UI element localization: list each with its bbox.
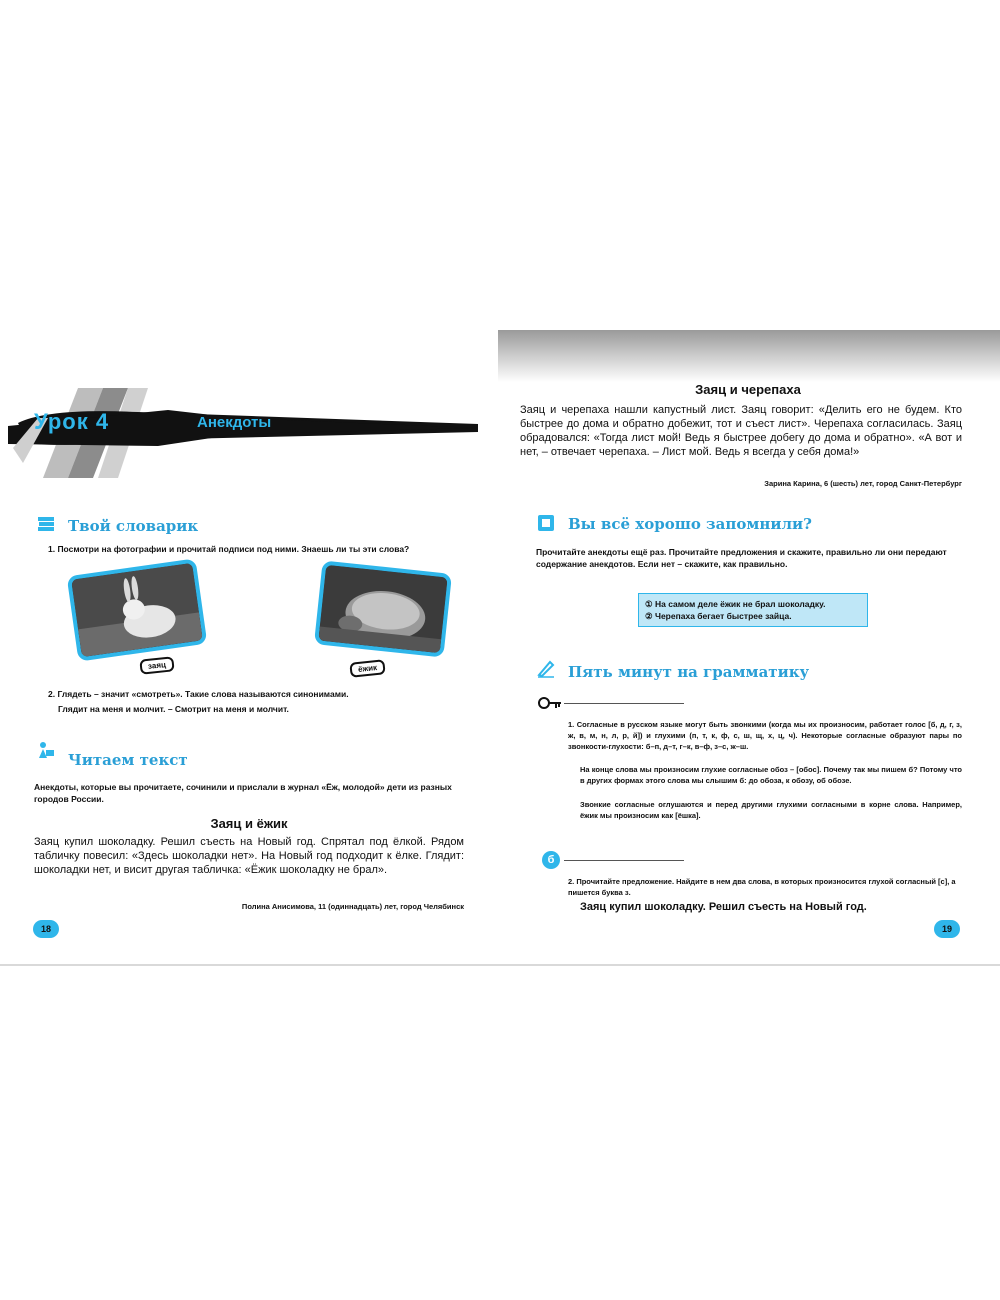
page-header-shade xyxy=(498,330,1000,382)
vocab-heading: Твой словарик xyxy=(68,517,199,535)
grammar-rule-2: На конце слова мы произносим глухие согласные обоз – [обос]. Почему так мы пишем б? Потому что в других формах этого слова мы слышим б: до обоза, к обозу, об обозе. xyxy=(580,765,962,785)
vocab-task-1: 1. Посмотри на фотографии и прочитай подписи под ними. Знаешь ли ты эти слова? xyxy=(48,544,410,554)
vocab-task-2: 2. Глядеть – значит «смотреть». Такие слова называются синонимами. xyxy=(48,689,349,699)
hare-image xyxy=(71,563,203,657)
memory-icon xyxy=(536,513,556,533)
hare-label: заяц xyxy=(139,656,174,674)
key-rule-line xyxy=(564,703,684,704)
lesson-title: Анекдоты xyxy=(197,414,272,431)
hedgehog-label: ёжик xyxy=(349,659,385,678)
reading-child-icon xyxy=(36,740,56,760)
vocab-task-2-example: Глядит на меня и молчит. – Смотрит на меня и молчит. xyxy=(58,704,289,714)
hedgehog-image xyxy=(318,565,447,653)
page-number-right: 19 xyxy=(934,920,960,938)
grammar-rule-3: Звонкие согласные оглушаются и перед другими глухими согласными в корне слова. Например, ёжик мы произносим как [ёшка]. xyxy=(580,800,962,820)
task-badge: б xyxy=(542,851,560,869)
story-2-signature: Зарина Карина, 6 (шесть) лет, город Санкт-Петербург xyxy=(764,479,962,488)
task-rule-line xyxy=(564,860,684,861)
grammar-rule-1: 1. Согласные в русском языке могут быть звонкими (когда мы их произносим, работает голос [б, д, г, з, ж, в, м, н, л, р, й]) и глухими (п, т, к, ф, с, ш, щ, х, ц, ч). Некоторые согласные образуют пары по звонкости-глухости: б–п, д–т, г–к, в–ф, з–с, ж–ш. xyxy=(568,720,962,751)
book-stack-icon xyxy=(36,514,56,534)
reading-intro: Анекдоты, которые вы прочитаете, сочинили и прислали в журнал «Ёж, молодой» дети из разных городов России. xyxy=(34,782,452,804)
grammar-example: Заяц купил шоколадку. Решил съесть на Новый год. xyxy=(580,901,867,913)
answer-2: ② Черепаха бегает быстрее зайца. xyxy=(645,611,792,621)
answer-1: ① На самом деле ёжик не брал шоколадку. xyxy=(645,599,826,609)
book-spread xyxy=(0,330,1000,966)
story-1-text: Заяц купил шоколадку. Решил съесть на Новый год. Спрятал под ёлкой. Рядом табличку повесил: «Здесь шоколадки нет». На Новый год подходит к ёлке. Глядит: шоколадки нет, и висит другая табличка: «Ёжик шоколадку не брал». xyxy=(34,836,464,876)
hedgehog-photo xyxy=(314,560,452,657)
grammar-task-2: 2. Прочитайте предложение. Найдите в нем два слова, в которых произносится глухой согласный [с], а пишется буква з. xyxy=(568,877,956,897)
story-1-title: Заяц и ёжик xyxy=(210,816,288,831)
left-page xyxy=(0,330,496,966)
pen-writing-icon xyxy=(536,658,556,678)
key-icon xyxy=(538,694,562,712)
right-page xyxy=(498,330,1000,966)
spread-bottom-rule xyxy=(0,964,1000,966)
story-2-text: Заяц и черепаха нашли капустный лист. Заяц говорит: «Делить его не будем. Кто быстрее до дома и обратно добежит, тот и съест лист». Черепаха согласилась. Заяц обрадовался: «Тогда лист мой! Ведь я быстрее добегу до дома и обратно». «А вот и нет, – отвечает черепаха. – Лист мой. Ведь я всегда у себя дома!» xyxy=(520,404,962,458)
answer-box xyxy=(638,593,868,627)
reading-heading: Читаем текст xyxy=(68,751,188,769)
story-1-signature: Полина Анисимова, 11 (одиннадцать) лет, город Челябинск xyxy=(241,902,464,911)
memory-instruction: Прочитайте анекдоты ещё раз. Прочитайте предложения и скажите, правильно ли они передают содержание анекдотов. Если нет – скажите, как правильно. xyxy=(536,547,947,569)
story-2-title: Заяц и черепаха xyxy=(695,382,801,397)
lesson-number: Урок 4 xyxy=(34,409,110,434)
hare-photo xyxy=(67,558,208,661)
memory-heading: Вы всё хорошо запомнили? xyxy=(568,515,812,533)
grammar-heading: Пять минут на грамматику xyxy=(568,663,810,681)
page-number-left: 18 xyxy=(33,920,59,938)
